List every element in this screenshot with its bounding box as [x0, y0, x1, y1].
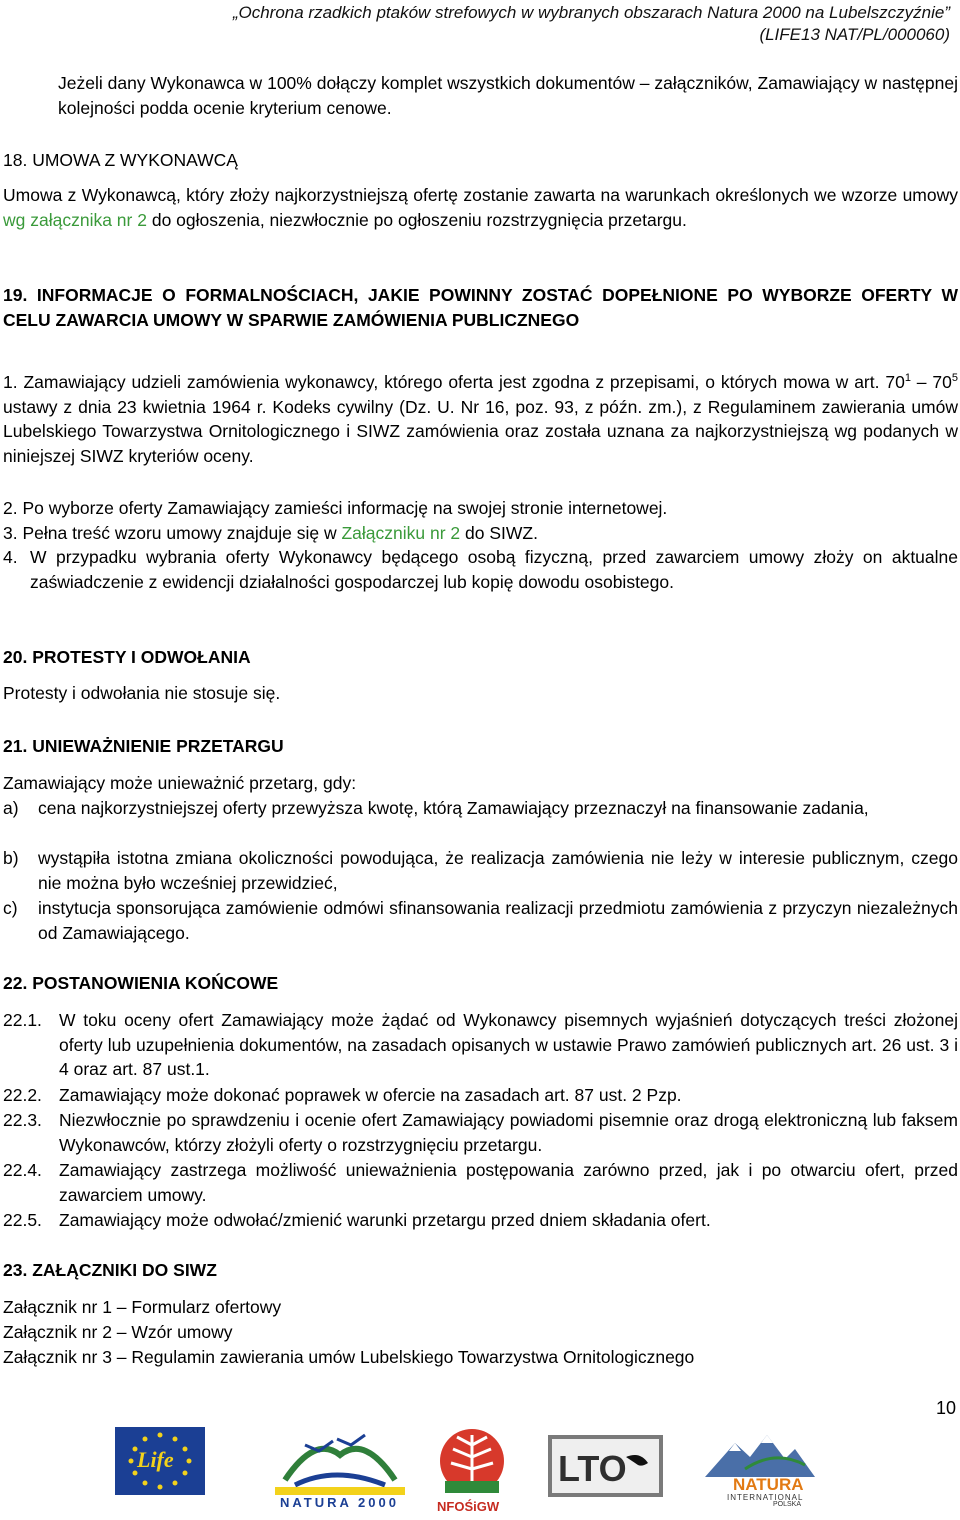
- natura-2000-logo-text: NATURA 2000: [280, 1495, 399, 1510]
- natura-international-logo: [705, 1429, 815, 1509]
- nfosigw-logo-text: NFOŚiGW: [437, 1499, 500, 1514]
- lto-logo: [548, 1435, 663, 1497]
- section-20-text: Protesty i odwołania nie stosuje się.: [3, 683, 281, 703]
- section-22-item-1: W toku oceny ofert Zamawiający może żądać od Wykonawcy pisemnych wyjaśnień dotyczących treści złożonej oferty lub uzupełnienia dokumentów, na zasadach opisanych w ustawie Prawo zamówień publicznych art. 26 ust. 3 i 4 oraz art. 87 ust.1.: [59, 1010, 958, 1079]
- section-19-item-2: 2. Po wyborze oferty Zamawiający zamieści informację na swojej stronie internetowej.: [3, 498, 668, 518]
- document-header: [233, 2, 950, 46]
- section-19-item-3: [3, 521, 958, 546]
- section-19-item-4-number: 4.: [3, 547, 18, 567]
- item-1-text-mid: – 70: [910, 372, 952, 392]
- section-21-item-c: instytucja sponsorująca zamówienie odmówi sfinansowania realizacji przedmiotu zamówienia z przyczyn niezależnych od Zamawiającego.: [38, 898, 958, 943]
- natura-international-text: NATURA: [733, 1475, 804, 1494]
- section-22-item-3-number: 22.3.: [3, 1110, 42, 1130]
- section-19-item-4: W przypadku wybrania oferty Wykonawcy będącego osobą fizyczną, przed zawarciem umowy złoży on aktualne zaświadczenie z ewidencji działalności gospodarczej lub kopię dowodu osobistego.: [30, 547, 958, 592]
- natura-international-sub: INTERNATIONAL: [727, 1493, 804, 1502]
- section-22-item-4: Zamawiający zastrzega możliwość unieważnienia postępowania zarówno przed, jak i po otwarciu ofert, przed zawarciem umowy.: [59, 1160, 958, 1205]
- section-18-link[interactable]: wg załącznika nr 2: [3, 209, 147, 230]
- section-19-heading: 19. INFORMACJE O FORMALNOŚCIACH, JAKIE POWINNY ZOSTAĆ DOPEŁNIONE PO WYBORZE OFERTY W CELU ZAWARCIA UMOWY W SPARWIE ZAMÓWIENIA PUBLICZNEGO: [3, 285, 958, 330]
- section-18-heading: 18. UMOWA Z WYKONAWCĄ: [3, 150, 238, 170]
- section-21-item-c-label: c): [3, 898, 18, 918]
- section-18-text-b: do ogłoszenia, niezwłocznie po ogłoszeniu rozstrzygnięcia przetargu.: [146, 209, 687, 230]
- nfosigw-logo: [437, 1425, 507, 1517]
- attachment-1: Załącznik nr 1 – Formularz ofertowy: [3, 1297, 282, 1317]
- natura-2000-logo: [275, 1425, 405, 1513]
- item-1-text-a: 1. Zamawiający udzieli zamówienia wykonawcy, którego oferta jest zgodna z przepisami, o których mowa w art. 70: [3, 372, 905, 392]
- section-22-item-3: Niezwłocznie po sprawdzeniu i ocenie ofert Zamawiający powiadomi pisemnie oraz drogą elektroniczną lub faksem Wykonawców, którzy złożyli oferty o rozstrzygnięciu przetargu.: [59, 1110, 958, 1155]
- item-3-link[interactable]: Załączniku nr 2: [341, 523, 461, 543]
- section-18-paragraph: [3, 183, 958, 232]
- item-3-text-a: 3. Pełna treść wzoru umowy znajduje się w: [3, 523, 342, 543]
- section-19-item-1: [3, 370, 958, 468]
- section-22-item-2-number: 22.2.: [3, 1085, 42, 1105]
- section-22-item-4-number: 22.4.: [3, 1160, 42, 1180]
- section-20-heading: 20. PROTESTY I ODWOŁANIA: [3, 647, 251, 667]
- section-21-item-a: cena najkorzystniejszej oferty przewyższa kwotę, którą Zamawiający przeznaczył na finansowanie zadania,: [38, 798, 869, 818]
- section-22-item-5-number: 22.5.: [3, 1210, 42, 1230]
- natura-international-sub2: POLSKA: [773, 1501, 802, 1508]
- section-21-item-a-label: a): [3, 798, 19, 818]
- attachment-2: Załącznik nr 2 – Wzór umowy: [3, 1322, 233, 1342]
- section-21-item-b-label: b): [3, 848, 19, 868]
- sponsor-logos: [0, 1425, 960, 1520]
- header-project-title: „Ochrona rzadkich ptaków strefowych w wybranych obszarach Natura 2000 na Lubelszczyźnie”: [232, 3, 950, 22]
- item-1-sup-2: 5: [951, 372, 958, 385]
- attachment-3: Załącznik nr 3 – Regulamin zawierania umów Lubelskiego Towarzystwa Ornitologicznego: [3, 1347, 695, 1367]
- item-1-text-b: ustawy z dnia 23 kwietnia 1964 r. Kodeks cywilny (Dz. U. Nr 16, poz. 93, z późn. zm.), z Regulaminem zawierania umów Lubelskiego Towarzystwa Ornitologicznego i SIWZ zamówienia oraz została uznana za najkorzystniejszą wg podanych w niniejszej SIWZ kryteriów oceny.: [3, 396, 958, 466]
- svg-text:LTO: LTO: [558, 1448, 627, 1489]
- life-logo-text: Life: [137, 1447, 174, 1472]
- section-21-item-b: wystąpiła istotna zmiana okoliczności powodująca, że realizacja zamówienia nie leży w interesie publicznym, czego nie można było wcześniej przewidzieć,: [38, 848, 958, 893]
- item-3-text-b: do SIWZ.: [460, 523, 538, 543]
- page-number: 10: [935, 1398, 956, 1418]
- item-1-sup-1: 1: [904, 372, 911, 385]
- section-18-text-a: Umowa z Wykonawcą, który złoży najkorzystniejszą ofertę zostanie zawarta na warunkach określonych we wzorze umowy: [3, 185, 958, 205]
- eu-life-logo: [115, 1427, 205, 1495]
- section-22-item-2: Zamawiający może dokonać poprawek w ofercie na zasadach art. 87 ust. 2 Pzp.: [59, 1085, 682, 1105]
- header-project-code: (LIFE13 NAT/PL/000060): [759, 25, 950, 44]
- intro-paragraph: Jeżeli dany Wykonawca w 100% dołączy komplet wszystkich dokumentów – załączników, Zamawiający w następnej kolejności podda ocenie kryterium cenowe.: [58, 73, 958, 118]
- section-21-heading: 21. UNIEWAŻNIENIE PRZETARGU: [3, 736, 284, 756]
- section-22-item-5: Zamawiający może odwołać/zmienić warunki przetargu przed dniem składania ofert.: [59, 1210, 711, 1230]
- section-22-heading: 22. POSTANOWIENIA KOŃCOWE: [3, 973, 279, 993]
- section-23-heading: 23. ZAŁĄCZNIKI DO SIWZ: [3, 1260, 217, 1280]
- section-22-item-1-number: 22.1.: [3, 1010, 42, 1030]
- section-21-lead: Zamawiający może unieważnić przetarg, gdy:: [3, 773, 357, 793]
